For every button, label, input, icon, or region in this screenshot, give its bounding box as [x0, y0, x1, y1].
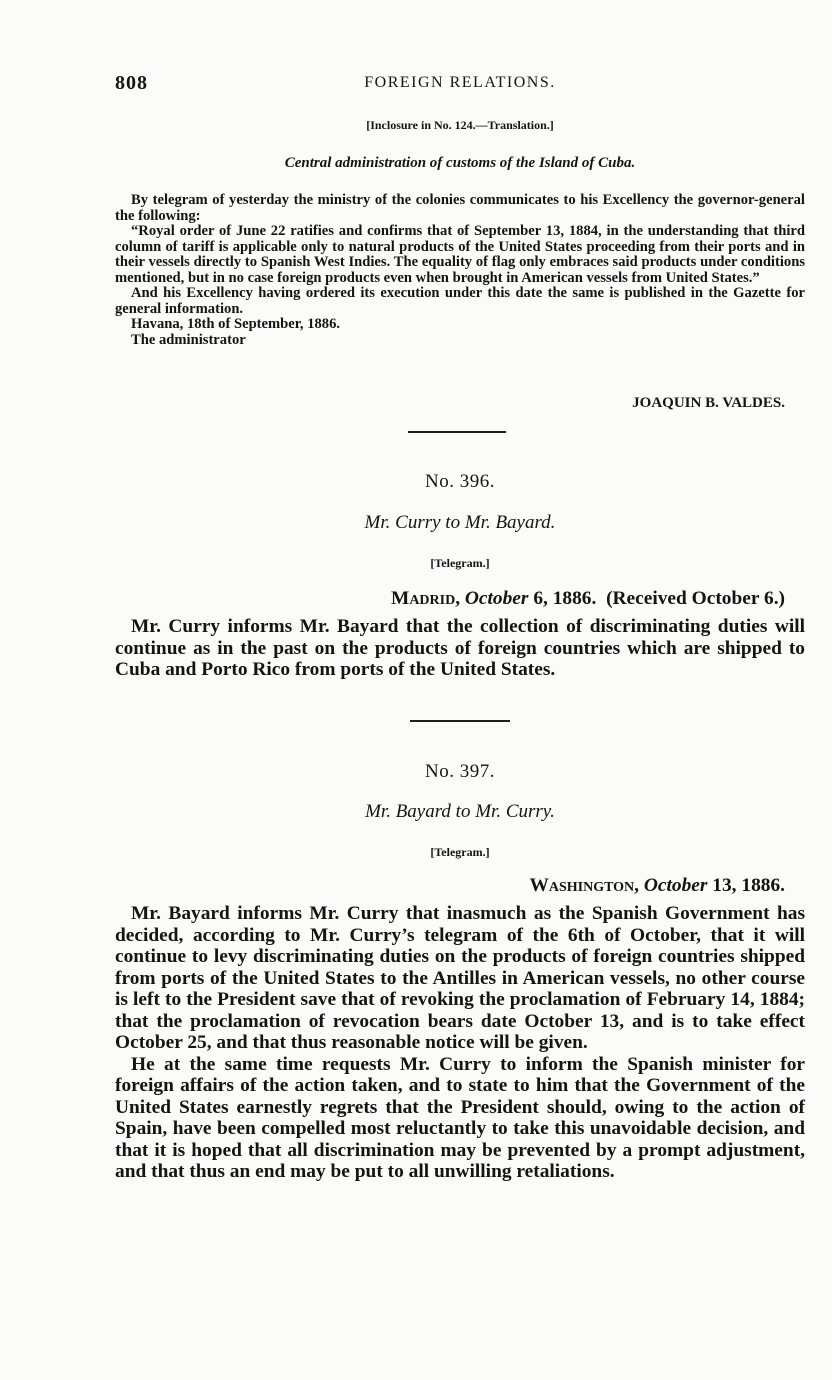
dateline-month: October	[643, 875, 708, 896]
section-divider	[410, 720, 510, 722]
received-note: (Received October 6.)	[606, 588, 785, 609]
running-head: FOREIGN RELATIONS.	[364, 74, 556, 91]
body-paragraph: He at the same time requests Mr. Curry to inform the Spanish minister for foreign affairs of the action taken, and to state to him that the Government of the United States earnestly regrets that the President should, owing to the action of Spain, have been compelled most reluctantly to take this unavoidable decision, and that it is hoped that all discrimination may be prevented by a prompt adjustment, and that thus an end may be put to all unwilling retaliations.	[115, 1053, 805, 1182]
body-paragraph: Mr. Curry informs Mr. Bayard that the collection of discriminating duties will continue as in the past on the products of foreign countries which are shipped to Cuba and Porto Rico from ports of the United States.	[115, 616, 805, 680]
dateline-day-year: 6, 1886.	[533, 588, 597, 609]
document-body	[115, 616, 805, 681]
document-body	[115, 903, 805, 1183]
closing: The administrator	[131, 331, 246, 348]
body-paragraph: Mr. Bayard informs Mr. Curry that inasmuch as the Spanish Government has decided, according to Mr. Curry’s telegram of the 6th of October, that it will continue to levy discriminating duties on the products of foreign countries shipped from ports of the United States to the Antilles in American vessels, no other course is left to the President save that of revoking the proclamation of February 14, 1884; that the proclamation of revocation bears date October 13, and is to take effect October 25, and that thus reasonable notice will be given.	[115, 903, 805, 1053]
enclosure-body	[115, 193, 805, 348]
enclosure-paragraph: By telegram of yesterday the ministry of the colonies communicates to his Excellency the governor-general the following:	[115, 192, 805, 224]
enclosure-caption: [Inclosure in No. 124.—Translation.]	[366, 118, 554, 132]
document-number: No. 397.	[425, 761, 495, 782]
dateline	[115, 588, 785, 610]
dateline-day-year: 13, 1886.	[712, 875, 785, 896]
document-type: [Telegram.]	[430, 556, 490, 570]
dateline	[115, 875, 785, 897]
page-header	[115, 72, 805, 96]
dateline-month: October	[464, 588, 529, 609]
dateline-place: Washington,	[529, 875, 640, 896]
enclosure-paragraph: “Royal order of June 22 ratifies and confirms that of September 13, 1884, in the understanding that third column of tariff is applicable only to natural products of the United States proceeding from their ports and in their vessels directly to Spanish West Indies. The equality of flag only embraces said products under conditions mentioned, but in no case foreign products even when brought in American vessels from United States.”	[115, 223, 805, 286]
document-type: [Telegram.]	[430, 845, 490, 859]
section-divider	[408, 431, 506, 433]
enclosure-heading: Central administration of customs of the Island of Cuba.	[284, 155, 636, 171]
dateline-place: Madrid,	[391, 588, 461, 609]
document-number: No. 396.	[425, 471, 495, 492]
place-date: Havana, 18th of September, 1886.	[131, 316, 341, 332]
signature: JOAQUIN B. VALDES.	[632, 395, 785, 411]
document-title: Mr. Curry to Mr. Bayard.	[364, 512, 556, 533]
page-number: 808	[115, 72, 148, 94]
document-title: Mr. Bayard to Mr. Curry.	[365, 801, 555, 822]
enclosure-paragraph: And his Excellency having ordered its execution under this date the same is published in the Gazette for general information.	[115, 285, 805, 317]
